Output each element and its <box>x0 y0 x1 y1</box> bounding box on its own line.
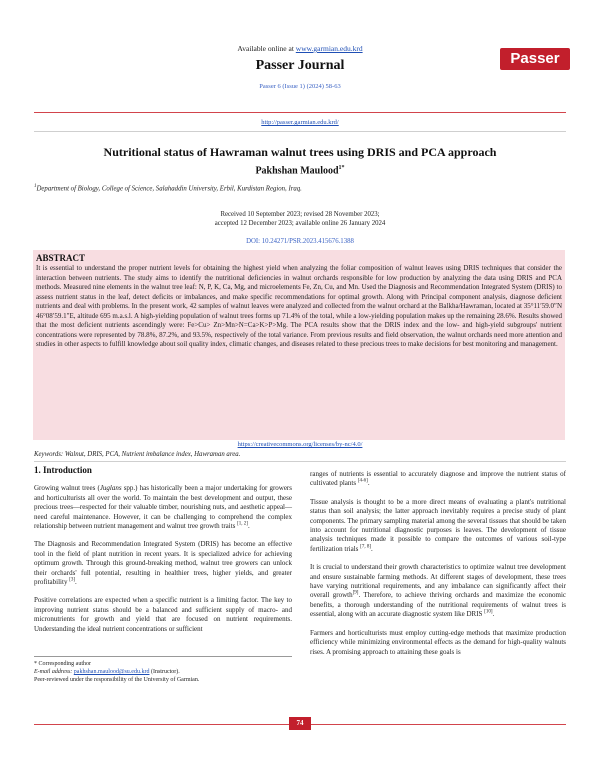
left-column <box>34 466 292 643</box>
intro-paragraph-3: Positive correlations are expected when a specific nutrient is a limiting factor. The key to improving nutrient status should be a balanced and sufficient supply of macro- and micronutrients for growth and yield that are focused on nutrient requirements. Understanding the ideal nutrient concentrations or sufficient <box>34 596 292 633</box>
journal-url-link[interactable]: http://passer.garmian.edu.krd/ <box>261 119 339 126</box>
citation: [1, 2] <box>237 521 248 527</box>
footnote <box>34 656 292 684</box>
genus-name: Juglans <box>99 484 122 493</box>
intro-paragraph-6: It is crucial to understand their growth characteristics to optimize walnut tree development and ensure sustainable farming methods. At different stages of development, these trees have varying nutritional requirements, and any imbalance can significantly affect their overall growth[9]. Therefore, to achieve thriving orchards and maximize the economic benefits, a thorough understanding of the nutritional requirements of walnut trees is essential, along with an accurate diagnostic system like DRIS [10]. <box>310 563 567 619</box>
email-link[interactable]: pakhshan.maulood@su.edu.krd <box>73 669 150 675</box>
affiliation-text: Department of Biology, College of Science, Salahaddin University, Erbil, Kurdistan Region, Iraq. <box>36 185 302 193</box>
issue-line: Passer 6 (Issue 1) (2024) 58-63 <box>259 83 341 90</box>
keywords-divider <box>34 461 566 462</box>
citation: [10] <box>484 609 493 615</box>
email-label: E-mail address: <box>34 669 74 675</box>
citation: [4-6] <box>357 479 368 485</box>
garmian-website-link[interactable]: www.garmian.edu.krd <box>295 44 363 53</box>
author-line <box>0 165 600 176</box>
citation: [7, 8] <box>360 544 371 550</box>
intro-paragraph-1: Growing walnut trees (Juglans spp.) has historically been a major undertaking for growers and horticulturists all over the world. To maintain the best development and output, these precious trees—respected for their valuable timber, nourishing nuts, and aesthetic appeal—need careful maintenance. However, it can be challenging to comprehend the complex relationship between nutrient management and walnut tree growth traits [1, 2]. <box>34 484 292 531</box>
page-number: 74 <box>289 717 311 730</box>
doi: DOI: 10.24271/PSR.2023.415676.1388 <box>246 238 354 245</box>
affiliation-mark: 1 <box>34 184 37 189</box>
corresponding-author-note: * Corresponding author <box>34 661 91 667</box>
header-divider <box>34 131 566 132</box>
intro-paragraph-7: Farmers and horticulturists must employ cutting-edge methods that maximize production efficiency while minimizing environmental effects as the demand for high-quality walnuts rises. A promising approach to attaining these goals is <box>310 628 566 656</box>
author-marks: 1* <box>338 165 345 171</box>
affiliation <box>34 184 566 192</box>
abstract-text: It is essential to understand the proper nutrient levels for obtaining the highest yield when analyzing the foliar composition of walnut leaves using DRIS techniques that consider the interaction between nutrients. The study aims to identify the nutritional deficiencies in walnut orchards responsible for low production by analyzing the data using DRIS and PCA methods. Measured nine elements in the walnut tree leaf: N, P, K, Ca, Mg, and microelements Fe, Zn, Cu, and Mn. Used the Diagnosis and Recommendation Integrated System (DRIS) to assess nutrient status in the leaf, detect deficits or imbalances, and make specific recommendations for optimal growth. Along with Principal component analysis, diagnose deficient nutrients and deal with problems. In the present work, 42 samples of walnut leaves were analyzed and collected from the walnut orchard at the Balkha/Hawraman, located at 35°11′59.0″N 46°08′59.1″E, altitude 695 m.a.s.l. A high-yielding population of walnut trees forms up 71.4% of the total, while a low-yielding population makes up the remaining 28.6%. Results showed that the most deficient nutrients ascendingly were: Fe>Cu> Zn>Mn>N=Ca>K>P>Mg. The PCA results show that the DRIS index and the low- and high-yield subgroups' nutrient concentrations were represented by 78.8%, 87.2%, and 93.5%, respectively of the total variance. From previous results and field observation, the walnut orchards need more attention and studies in other aspects to fulfill knowledge about soil quality index, climatic changes, and diseases related to these precious trees to make decisions for best monitoring and management. <box>36 264 562 349</box>
abstract-heading: ABSTRACT <box>36 253 86 263</box>
journal-url-line <box>0 119 600 126</box>
citation: [9] <box>352 591 359 597</box>
availability-prefix: Available online at <box>237 44 296 53</box>
peer-review-note: Peer-reviewed under the responsibility of the University of Garmian. <box>34 677 200 683</box>
intro-paragraph-4: ranges of nutrients is essential to accurately diagnose and improve the nutrient status of cultivated plants [4-6]. <box>310 470 566 488</box>
dates-line-2: accepted 12 December 2023; available online 26 January 2024 <box>214 220 386 227</box>
abstract-box <box>33 250 565 440</box>
intro-paragraph-2: The Diagnosis and Recommendation Integrated System (DRIS) has become an effective tool in the field of plant nutrition in recent years. It is specialized advice for achieving optimum growth. Through this ground-breaking method, walnut tree growers can unlock their orchards' full potential, resulting in healthier trees, higher yields, and greater profitability [3]. <box>34 540 292 587</box>
author-name: Pakhshan Maulood <box>255 165 339 177</box>
email-line: E-mail address: pakhshan.maulood@su.edu.krd (Instructor). <box>34 669 180 675</box>
intro-paragraph-5: Tissue analysis is thought to be a more direct means of evaluating a plant's nutritional status than soil analysis; the latter approach inevitably requires a precise study of plant components. The primary sampling material among the several tissues that should be taken into account for nutritional diagnostic purposes is leaves. The development of tissue analysis techniques made it possible to compare the outcomes of various soil-type fertilization trials [7, 8]. <box>310 497 566 553</box>
header-rule <box>34 112 566 113</box>
dates-line-1: Received 10 September 2023; revised 28 November 2023; <box>220 211 380 218</box>
citation: [3] <box>69 577 76 583</box>
right-column <box>310 470 566 666</box>
passer-logo: Passer <box>500 48 570 70</box>
journal-name: Passer Journal <box>255 58 345 73</box>
article-title: Nutritional status of Hawraman walnut trees using DRIS and PCA approach <box>103 145 497 159</box>
license-link[interactable]: https://creativecommons.org/licenses/by-nc/4.0/ <box>237 441 363 448</box>
keywords: Keywords: Walnut, DRIS, PCA, Nutrient imbalance index, Hawraman area. <box>34 451 241 458</box>
article-dates <box>0 210 600 228</box>
license-line <box>0 441 600 448</box>
section-heading-introduction: 1. Introduction <box>34 465 92 475</box>
